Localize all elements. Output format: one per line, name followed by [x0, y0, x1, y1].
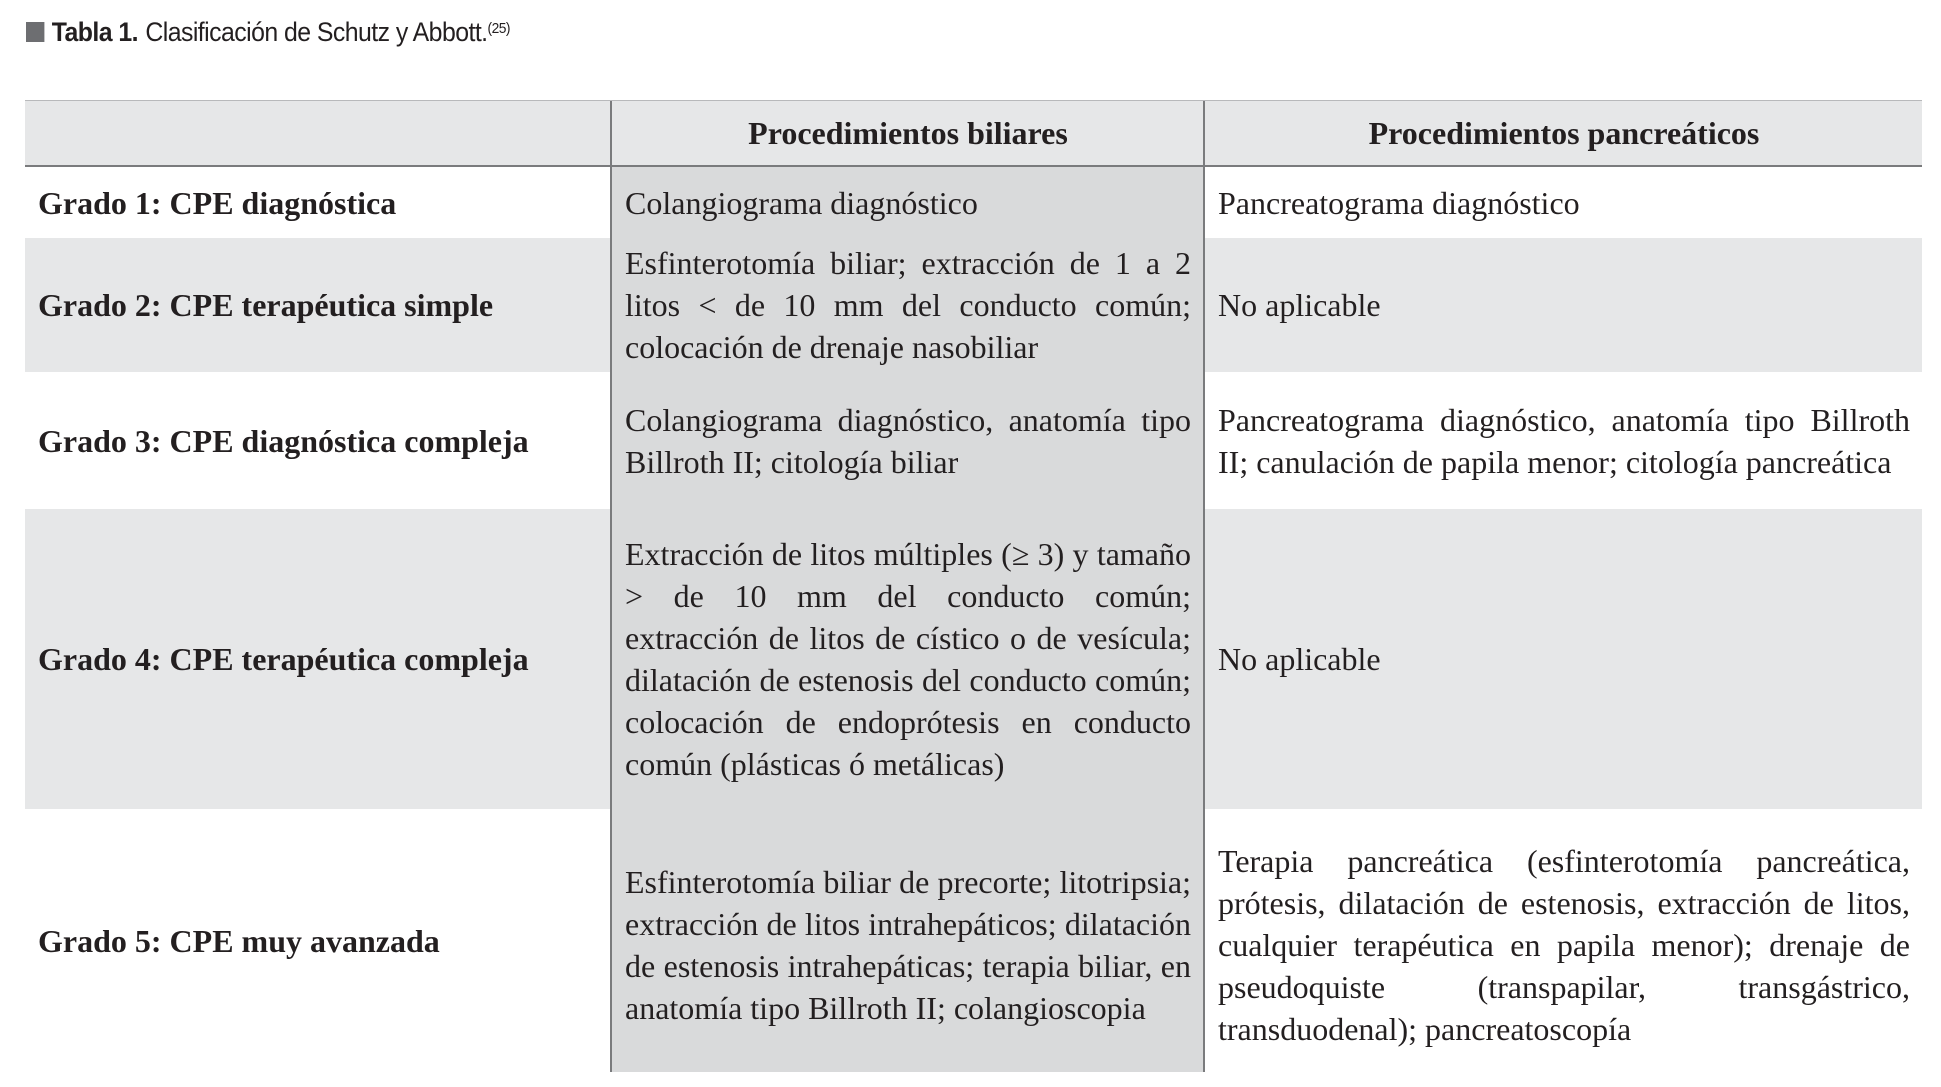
caption-square-icon — [26, 22, 44, 42]
biliary-cell — [610, 509, 1203, 809]
grade-cell — [25, 372, 610, 509]
table-row — [25, 238, 1922, 372]
header-empty-cell — [25, 101, 610, 165]
table-row — [25, 372, 1922, 509]
classification-table — [25, 100, 1922, 1072]
pancreatic-cell — [1203, 372, 1922, 509]
biliary-cell — [610, 809, 1203, 1072]
table-row — [25, 809, 1922, 1072]
pancreatic-text: No aplicable — [1218, 641, 1381, 677]
grade-label: Grado 3: CPE diagnóstica compleja — [38, 422, 529, 459]
pancreatic-cell — [1203, 167, 1922, 238]
pancreatic-text: Pancreatograma diagnóstico, anatomía tipo Billroth II; canulación de papila menor; citología pancreática — [1218, 401, 1910, 480]
table-header-row — [25, 100, 1922, 167]
grade-cell — [25, 509, 610, 809]
table-row — [25, 509, 1922, 809]
grade-label: Grado 1: CPE diagnóstica — [38, 184, 397, 221]
header-biliary: Procedimientos biliares — [610, 101, 1203, 165]
grade-label: Grado 4: CPE terapéutica compleja — [38, 641, 529, 677]
pancreatic-text: No aplicable — [1218, 287, 1381, 323]
biliary-cell — [610, 372, 1203, 509]
grade-label: Grado 5: CPE muy avanzada — [38, 922, 440, 959]
grade-cell — [25, 238, 610, 372]
grade-cell — [25, 809, 610, 1072]
biliary-text: Esfinterotomía biliar de precorte; litotripsia; extracción de litos intrahepáticos; dilatación de estenosis intrahepáticas; terapia biliar, en anatomía tipo Billroth II; colangioscopia — [625, 863, 1191, 1026]
biliary-text: Colangiograma diagnóstico, anatomía tipo Billroth II; citología biliar — [625, 401, 1191, 480]
pancreatic-text: Terapia pancreática (esfinterotomía pancreática, prótesis, dilatación de estenosis, extracción de litos, cualquier terapéutica en papila menor); drenaje de pseudoquiste (transpapilar, transgástrico, transduodenal); pancreatoscopía — [1218, 842, 1910, 1047]
table-caption — [26, 12, 510, 52]
caption-reference: (25) — [487, 19, 510, 37]
biliary-text: Colangiograma diagnóstico — [625, 184, 978, 221]
pancreatic-cell — [1203, 509, 1922, 809]
caption-text: Clasificación de Schutz y Abbott. — [145, 16, 488, 47]
pancreatic-cell — [1203, 238, 1922, 372]
pancreatic-text: Pancreatograma diagnóstico — [1218, 184, 1580, 221]
caption-label: Tabla 1. — [51, 16, 138, 47]
grade-label: Grado 2: CPE terapéutica simple — [38, 287, 494, 323]
biliary-cell — [610, 167, 1203, 238]
biliary-text: Extracción de litos múltiples (≥ 3) y tamaño > de 10 mm del conducto común; extracción de litos de cístico o de vesícula; dilatación de estenosis del conducto común; colocación de endoprótesis en conducto común (plásticas ó metálicas) — [625, 536, 1191, 782]
header-pancreatic: Procedimientos pancreáticos — [1203, 101, 1922, 165]
biliary-text: Esfinterotomía biliar; extracción de 1 a 2 litos < de 10 mm del conducto común; colocación de drenaje nasobiliar — [625, 245, 1191, 365]
table-row — [25, 167, 1922, 238]
grade-cell — [25, 167, 610, 238]
pancreatic-cell — [1203, 809, 1922, 1072]
biliary-cell — [610, 238, 1203, 372]
